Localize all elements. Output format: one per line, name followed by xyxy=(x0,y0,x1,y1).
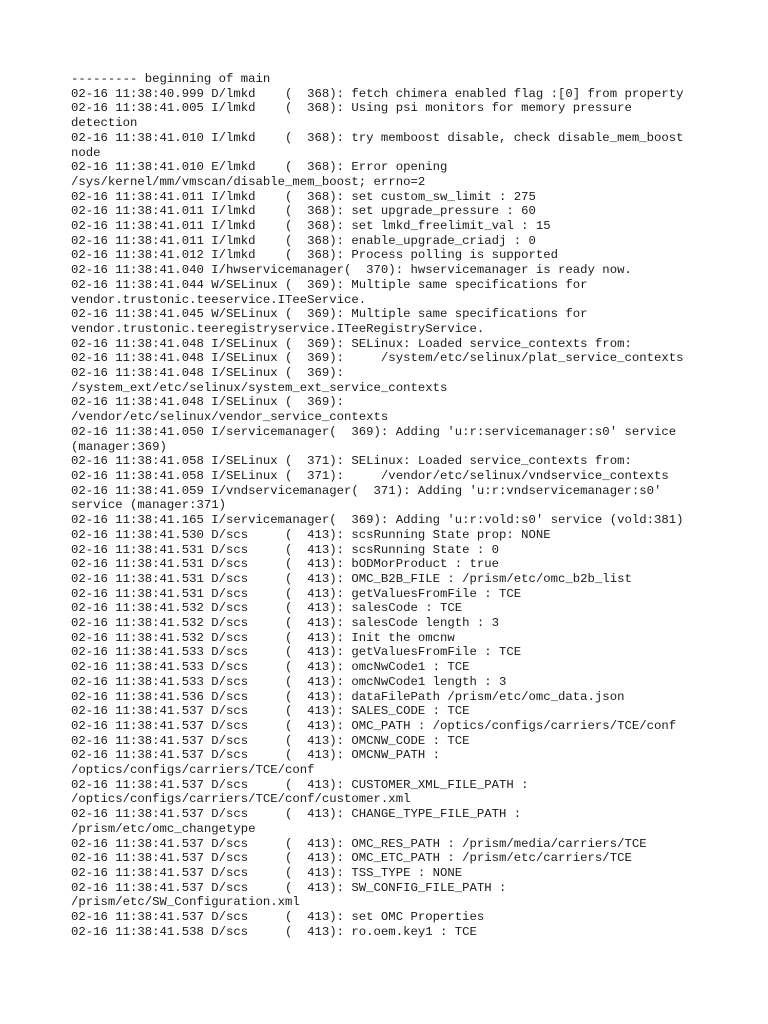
log-line: 02-16 11:38:41.165 I/servicemanager( 369): Adding 'u:r:vold:s0' service (vold:381) xyxy=(71,513,684,528)
log-line: /prism/etc/omc_changetype xyxy=(71,821,256,836)
log-line: 02-16 11:38:41.058 I/SELinux ( 371): /vendor/etc/selinux/vndservice_contexts xyxy=(71,468,669,483)
log-line: 02-16 11:38:41.537 D/scs ( 413): OMC_PATH : /optics/configs/carriers/TCE/conf xyxy=(71,718,677,733)
log-line: 02-16 11:38:41.537 D/scs ( 413): SALES_CODE : TCE xyxy=(71,704,470,719)
log-line: 02-16 11:38:41.531 D/scs ( 413): scsRunning State : 0 xyxy=(71,542,500,557)
log-line: 02-16 11:38:41.005 I/lmkd ( 368): Using psi monitors for memory pressure xyxy=(71,101,632,116)
log-line: detection xyxy=(71,116,138,131)
log-line: 02-16 11:38:41.011 I/lmkd ( 368): set upgrade_pressure : 60 xyxy=(71,204,536,219)
log-document xyxy=(71,72,711,939)
log-line: 02-16 11:38:41.536 D/scs ( 413): dataFilePath /prism/etc/omc_data.json xyxy=(71,689,625,704)
log-line: 02-16 11:38:41.537 D/scs ( 413): OMC_ETC_PATH : /prism/etc/carriers/TCE xyxy=(71,851,632,866)
log-line: 02-16 11:38:41.537 D/scs ( 413): TSS_TYPE : NONE xyxy=(71,865,463,880)
log-line: 02-16 11:38:41.059 I/vndservicemanager( 371): Adding 'u:r:vndservicemanager:s0' xyxy=(71,483,662,498)
log-line: 02-16 11:38:41.045 W/SELinux ( 369): Multiple same specifications for xyxy=(71,307,588,322)
log-line: 02-16 11:38:41.044 W/SELinux ( 369): Multiple same specifications for xyxy=(71,277,588,292)
log-line: 02-16 11:38:41.531 D/scs ( 413): getValuesFromFile : TCE xyxy=(71,586,522,601)
log-line: 02-16 11:38:41.538 D/scs ( 413): ro.oem.key1 : TCE xyxy=(71,924,477,939)
log-line: 02-16 11:38:41.537 D/scs ( 413): set OMC Properties xyxy=(71,910,485,925)
log-line: 02-16 11:38:41.050 I/servicemanager( 369): Adding 'u:r:servicemanager:s0' service xyxy=(71,424,677,439)
log-line: 02-16 11:38:41.040 I/hwservicemanager( 370): hwservicemanager is ready now. xyxy=(71,263,632,278)
log-line: 02-16 11:38:41.537 D/scs ( 413): OMC_RES_PATH : /prism/media/carriers/TCE xyxy=(71,836,647,851)
log-line: /vendor/etc/selinux/vendor_service_contexts xyxy=(71,410,389,425)
log-line: service (manager:371) xyxy=(71,498,226,513)
log-line: node xyxy=(71,145,101,160)
log-line: 02-16 11:38:40.999 D/lmkd ( 368): fetch chimera enabled flag :[0] from property xyxy=(71,86,684,101)
log-line: vendor.trustonic.teeregistryservice.ITeeRegistryService. xyxy=(71,321,485,336)
log-line: 02-16 11:38:41.048 I/SELinux ( 369): /system/etc/selinux/plat_service_contexts xyxy=(71,351,684,366)
log-line: 02-16 11:38:41.532 D/scs ( 413): salesCode : TCE xyxy=(71,601,463,616)
log-line: 02-16 11:38:41.012 I/lmkd ( 368): Process polling is supported xyxy=(71,248,559,263)
log-line: /sys/kernel/mm/vmscan/disable_mem_boost; errno=2 xyxy=(71,174,426,189)
log-line: 02-16 11:38:41.537 D/scs ( 413): OMCNW_PATH : xyxy=(71,748,440,763)
log-line: 02-16 11:38:41.533 D/scs ( 413): omcNwCode1 : TCE xyxy=(71,660,470,675)
log-line: 02-16 11:38:41.537 D/scs ( 413): CUSTOMER_XML_FILE_PATH : xyxy=(71,777,529,792)
log-line: /prism/etc/SW_Configuration.xml xyxy=(71,895,300,910)
log-line: /optics/configs/carriers/TCE/conf xyxy=(71,763,315,778)
log-header-line: --------- beginning of main xyxy=(71,72,271,86)
log-line: 02-16 11:38:41.048 I/SELinux ( 369): xyxy=(71,395,345,410)
log-line: 02-16 11:38:41.010 E/lmkd ( 368): Error opening xyxy=(71,160,448,175)
log-line: 02-16 11:38:41.011 I/lmkd ( 368): set lmkd_freelimit_val : 15 xyxy=(71,219,551,234)
log-line: 02-16 11:38:41.532 D/scs ( 413): Init the omcnw xyxy=(71,630,455,645)
log-line: 02-16 11:38:41.533 D/scs ( 413): getValuesFromFile : TCE xyxy=(71,645,522,660)
log-line: 02-16 11:38:41.533 D/scs ( 413): omcNwCode1 length : 3 xyxy=(71,674,507,689)
log-line: (manager:369) xyxy=(71,439,167,454)
log-line: 02-16 11:38:41.537 D/scs ( 413): OMCNW_CODE : TCE xyxy=(71,733,470,748)
log-line: 02-16 11:38:41.058 I/SELinux ( 371): SELinux: Loaded service_contexts from: xyxy=(71,454,632,469)
log-line: vendor.trustonic.teeservice.ITeeService. xyxy=(71,292,367,307)
log-line: 02-16 11:38:41.011 I/lmkd ( 368): enable_upgrade_criadj : 0 xyxy=(71,233,536,248)
log-line: 02-16 11:38:41.531 D/scs ( 413): bODMorProduct : true xyxy=(71,557,500,572)
log-line: /optics/configs/carriers/TCE/conf/customer.xml xyxy=(71,792,411,807)
log-line: /system_ext/etc/selinux/system_ext_service_contexts xyxy=(71,380,448,395)
log-line: 02-16 11:38:41.011 I/lmkd ( 368): set custom_sw_limit : 275 xyxy=(71,189,536,204)
log-line: 02-16 11:38:41.530 D/scs ( 413): scsRunning State prop: NONE xyxy=(71,527,551,542)
log-line: 02-16 11:38:41.532 D/scs ( 413): salesCode length : 3 xyxy=(71,616,500,631)
log-line: 02-16 11:38:41.048 I/SELinux ( 369): xyxy=(71,366,345,381)
log-line: 02-16 11:38:41.531 D/scs ( 413): OMC_B2B_FILE : /prism/etc/omc_b2b_list xyxy=(71,571,632,586)
log-line: 02-16 11:38:41.048 I/SELinux ( 369): SELinux: Loaded service_contexts from: xyxy=(71,336,632,351)
log-line: 02-16 11:38:41.537 D/scs ( 413): CHANGE_TYPE_FILE_PATH : xyxy=(71,807,522,822)
log-line: 02-16 11:38:41.537 D/scs ( 413): SW_CONFIG_FILE_PATH : xyxy=(71,880,507,895)
log-line: 02-16 11:38:41.010 I/lmkd ( 368): try memboost disable, check disable_mem_boost xyxy=(71,130,684,145)
